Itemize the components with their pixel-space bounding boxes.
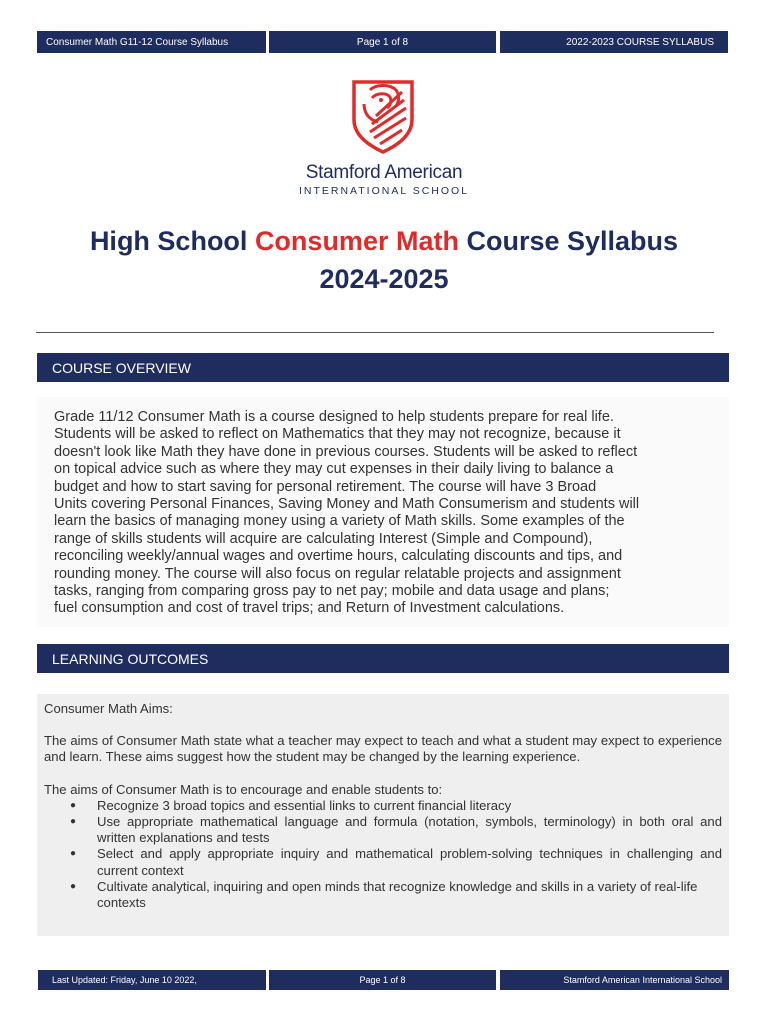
school-name: Stamford American: [305, 162, 463, 183]
header-course-label: Consumer Math G11-12 Course Syllabus: [46, 36, 229, 48]
page-title: [0, 222, 768, 298]
footer-bar-right: [500, 970, 729, 990]
aims-list-item: ● Cultivate analytical, inquiring and open minds that recognize knowledge and skills in a variety of real-life contexts: [97, 879, 722, 911]
footer-last-updated: Last Updated: Friday, June 10 2022,: [52, 975, 197, 985]
header-syllabus-year: 2022-2023 COURSE SYLLABUS: [566, 36, 714, 48]
aims-label: Consumer Math Aims:: [44, 701, 173, 716]
title-year: 2024-2025: [319, 264, 449, 294]
overview-line: rounding money. The course will also focus on regular relatable projects and assignment: [54, 565, 621, 582]
header-bar-center: [269, 31, 496, 53]
overview-line: range of skills students will acquire are calculating Interest (Simple and Compound),: [54, 530, 593, 547]
spacer: [44, 766, 722, 782]
aims-list-item: ● Select and apply appropriate inquiry and mathematical problem-solving techniques in challenging and current context: [97, 846, 722, 878]
overview-line: Grade 11/12 Consumer Math is a course designed to help students prepare for real life.: [54, 409, 614, 425]
footer-page-number: Page 1 of 8: [359, 975, 406, 985]
header-page-number: Page 1 of 8: [356, 36, 409, 48]
aims-list-item: ● Recognize 3 broad topics and essential links to current financial literacy: [97, 798, 722, 814]
outcomes-heading: [37, 644, 729, 673]
school-crest-logo: [350, 78, 416, 154]
overview-line: learn the basics of managing money using a variety of Math skills. Some examples of the: [54, 513, 625, 530]
overview-heading: [37, 353, 729, 382]
footer-school-name: Stamford American International School: [563, 975, 722, 985]
title-divider: [36, 332, 714, 333]
overview-line: reconciling weekly/annual wages and overtime hours, calculating discounts and tips, and: [54, 548, 623, 565]
title-line-1: [0, 222, 768, 260]
header-bar-right: [500, 31, 728, 53]
overview-body: [37, 397, 729, 627]
footer-bar-center: [269, 970, 496, 990]
spacer: [44, 717, 722, 733]
overview-line: Units covering Personal Finances, Saving Money and Math Consumerism and students will: [54, 496, 640, 513]
lion-crest-icon: [350, 78, 416, 154]
aims-list: [44, 798, 722, 911]
overview-line: doesn't look like Math they have done in previous courses. Students will be asked to reflect: [54, 443, 638, 460]
overview-line: budget and how to start saving for personal retirement. The course will have 3 Broad: [54, 478, 597, 495]
aims-list-item: ● Use appropriate mathematical language and formula (notation, symbols, terminology) in both oral and written explanations and tests: [97, 814, 722, 846]
outcomes-body: [37, 694, 729, 936]
title-prefix: High School: [89, 226, 255, 256]
school-subtitle: INTERNATIONAL SCHOOL: [298, 185, 470, 197]
title-accent: Consumer Math: [254, 226, 459, 256]
header-bar-left: [37, 31, 266, 53]
overview-line: tasks, ranging from comparing gross pay to net pay; mobile and data usage and plans;: [54, 583, 610, 600]
overview-line: Students will be asked to reflect on Mathematics that they may not recognize, because it: [54, 426, 621, 443]
outcomes-heading-text: LEARNING OUTCOMES: [52, 650, 209, 667]
aims-lead: The aims of Consumer Math is to encourage and enable students to:: [44, 781, 443, 797]
footer-bar-left: [38, 970, 266, 990]
title-suffix: Course Syllabus: [458, 226, 679, 256]
overview-line: on topical advice such as where they may cut expenses in their daily living to balance a: [54, 461, 614, 478]
overview-heading-text: COURSE OVERVIEW: [52, 359, 191, 376]
aims-intro: The aims of Consumer Math state what a teacher may expect to teach and what a student may expect to experience and learn. These aims suggest how the student may be changed by the learning experience.: [44, 733, 722, 765]
overview-line: fuel consumption and cost of travel trips; and Return of Investment calculations.: [54, 600, 565, 617]
